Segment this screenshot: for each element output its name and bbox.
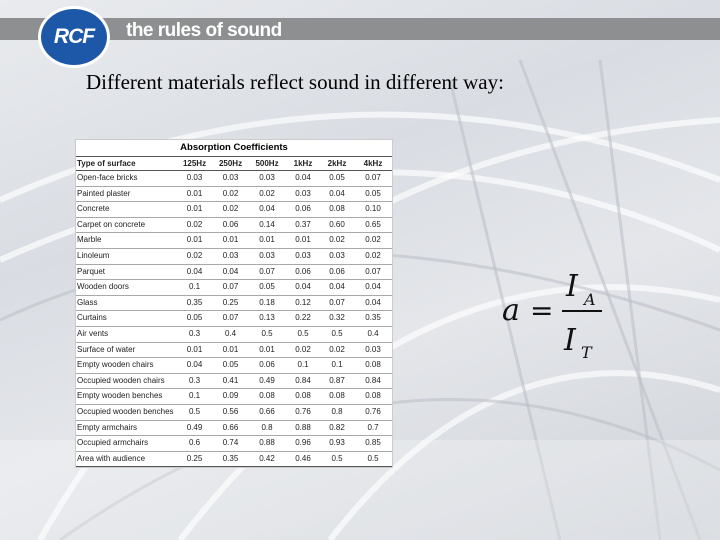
coefficient-cell: 0.41	[213, 373, 248, 389]
coefficient-cell: 0.07	[354, 264, 392, 280]
coefficient-cell: 0.06	[286, 264, 320, 280]
surface-type-cell: Occupied armchairs	[76, 436, 176, 452]
surface-type-cell: Carpet on concrete	[76, 217, 176, 233]
coefficient-cell: 0.04	[286, 171, 320, 187]
coefficient-cell: 0.82	[320, 420, 354, 436]
coefficient-cell: 0.02	[320, 233, 354, 249]
absorption-formula	[500, 262, 610, 366]
surface-type-cell: Marble	[76, 233, 176, 249]
table-header-row	[76, 157, 392, 171]
coefficient-cell: 0.08	[354, 358, 392, 374]
coefficient-cell: 0.02	[213, 186, 248, 202]
coefficient-cell: 0.03	[320, 248, 354, 264]
coefficient-cell: 0.02	[286, 342, 320, 358]
table-caption: Absorption Coefficients	[180, 142, 288, 153]
surface-type-cell: Empty wooden benches	[76, 389, 176, 405]
table-row	[76, 186, 392, 202]
header-4khz: 4kHz	[354, 157, 392, 171]
formula-numerator-sub: A	[584, 290, 596, 309]
coefficient-cell: 0.02	[213, 202, 248, 218]
surface-type-cell: Curtains	[76, 311, 176, 327]
coefficient-cell: 0.84	[354, 373, 392, 389]
coefficient-cell: 0.05	[354, 186, 392, 202]
coefficient-cell: 0.01	[176, 342, 213, 358]
coefficient-cell: 0.04	[176, 358, 213, 374]
coefficient-cell: 0.93	[320, 436, 354, 452]
coefficient-cell: 0.06	[286, 202, 320, 218]
surface-type-cell: Area with audience	[76, 451, 176, 467]
surface-type-cell: Parquet	[76, 264, 176, 280]
coefficient-cell: 0.04	[176, 264, 213, 280]
formula-lhs: a	[502, 293, 520, 328]
coefficient-cell: 0.04	[248, 202, 286, 218]
coefficient-cell: 0.14	[248, 217, 286, 233]
coefficient-cell: 0.85	[354, 436, 392, 452]
formula-denominator: I	[564, 323, 576, 358]
coefficient-cell: 0.96	[286, 436, 320, 452]
logo-text: RCF	[53, 25, 95, 48]
coefficient-cell: 0.02	[354, 233, 392, 249]
coefficient-cell: 0.35	[176, 295, 213, 311]
coefficient-cell: 0.4	[213, 326, 248, 342]
coefficient-cell: 0.66	[213, 420, 248, 436]
surface-type-cell: Wooden doors	[76, 280, 176, 296]
rcf-logo	[38, 6, 110, 68]
table-row	[76, 311, 392, 327]
header-type: Type of surface	[76, 157, 176, 171]
formula-denominator-sub: T	[581, 343, 592, 362]
coefficient-cell: 0.03	[248, 248, 286, 264]
surface-type-cell: Painted plaster	[76, 186, 176, 202]
coefficient-cell: 0.03	[248, 171, 286, 187]
coefficient-cell: 0.07	[213, 280, 248, 296]
header-1khz: 1kHz	[286, 157, 320, 171]
coefficient-cell: 0.1	[176, 280, 213, 296]
surface-type-cell: Linoleum	[76, 248, 176, 264]
coefficient-cell: 0.49	[176, 420, 213, 436]
coefficient-cell: 0.07	[354, 171, 392, 187]
table-row	[76, 389, 392, 405]
coefficient-cell: 0.8	[320, 404, 354, 420]
coefficient-cell: 0.60	[320, 217, 354, 233]
coefficient-cell: 0.1	[176, 389, 213, 405]
coefficient-cell: 0.5	[354, 451, 392, 467]
coefficient-cell: 0.88	[248, 436, 286, 452]
coefficient-cell: 0.01	[213, 342, 248, 358]
coefficient-cell: 0.05	[213, 358, 248, 374]
coefficient-cell: 0.65	[354, 217, 392, 233]
coefficient-cell: 0.08	[286, 389, 320, 405]
coefficient-cell: 0.01	[176, 202, 213, 218]
coefficient-cell: 0.35	[213, 451, 248, 467]
coefficient-cell: 0.76	[354, 404, 392, 420]
table-row	[76, 264, 392, 280]
coefficient-cell: 0.02	[176, 248, 213, 264]
surface-type-cell: Glass	[76, 295, 176, 311]
coefficient-cell: 0.07	[320, 295, 354, 311]
coefficient-cell: 0.03	[213, 248, 248, 264]
table-row	[76, 373, 392, 389]
header-2khz: 2kHz	[320, 157, 354, 171]
coefficient-cell: 0.03	[354, 342, 392, 358]
header-250hz: 250Hz	[213, 157, 248, 171]
coefficient-cell: 0.3	[176, 326, 213, 342]
coefficient-cell: 0.5	[176, 404, 213, 420]
table-row	[76, 326, 392, 342]
coefficient-cell: 0.13	[248, 311, 286, 327]
coefficient-cell: 0.5	[320, 326, 354, 342]
coefficient-cell: 0.05	[320, 171, 354, 187]
absorption-table	[76, 156, 392, 467]
coefficient-cell: 0.18	[248, 295, 286, 311]
coefficient-cell: 0.3	[176, 373, 213, 389]
table-row	[76, 436, 392, 452]
coefficient-cell: 0.87	[320, 373, 354, 389]
formula-numerator: I	[566, 269, 578, 304]
coefficient-cell: 0.04	[286, 280, 320, 296]
header-500hz: 500Hz	[248, 157, 286, 171]
coefficient-cell: 0.07	[213, 311, 248, 327]
table-row	[76, 248, 392, 264]
coefficient-cell: 0.08	[320, 389, 354, 405]
table-row	[76, 217, 392, 233]
coefficient-cell: 0.06	[213, 217, 248, 233]
coefficient-cell: 0.01	[248, 233, 286, 249]
slide-title: Different materials reflect sound in different way:	[86, 70, 504, 94]
coefficient-cell: 0.05	[248, 280, 286, 296]
coefficient-cell: 0.04	[213, 264, 248, 280]
coefficient-cell: 0.6	[176, 436, 213, 452]
coefficient-cell: 0.1	[320, 358, 354, 374]
coefficient-cell: 0.32	[320, 311, 354, 327]
surface-type-cell: Empty wooden chairs	[76, 358, 176, 374]
coefficient-cell: 0.04	[354, 295, 392, 311]
table-row	[76, 404, 392, 420]
coefficient-cell: 0.5	[248, 326, 286, 342]
surface-type-cell: Concrete	[76, 202, 176, 218]
brand-tagline: the rules of sound	[126, 20, 282, 41]
surface-type-cell: Open-face bricks	[76, 171, 176, 187]
absorption-table-image	[76, 140, 392, 467]
table-row	[76, 295, 392, 311]
coefficient-cell: 0.84	[286, 373, 320, 389]
surface-type-cell: Air vents	[76, 326, 176, 342]
surface-type-cell: Occupied wooden chairs	[76, 373, 176, 389]
coefficient-cell: 0.42	[248, 451, 286, 467]
coefficient-cell: 0.09	[213, 389, 248, 405]
table-row	[76, 451, 392, 467]
table-row	[76, 358, 392, 374]
coefficient-cell: 0.46	[286, 451, 320, 467]
coefficient-cell: 0.01	[176, 233, 213, 249]
coefficient-cell: 0.22	[286, 311, 320, 327]
coefficient-cell: 0.25	[176, 451, 213, 467]
coefficient-cell: 0.06	[248, 358, 286, 374]
coefficient-cell: 0.66	[248, 404, 286, 420]
formula-equals: =	[530, 294, 554, 327]
coefficient-cell: 0.88	[286, 420, 320, 436]
coefficient-cell: 0.01	[248, 342, 286, 358]
coefficient-cell: 0.10	[354, 202, 392, 218]
coefficient-cell: 0.06	[320, 264, 354, 280]
header-125hz: 125Hz	[176, 157, 213, 171]
coefficient-cell: 0.01	[176, 186, 213, 202]
coefficient-cell: 0.76	[286, 404, 320, 420]
coefficient-cell: 0.08	[354, 389, 392, 405]
coefficient-cell: 0.03	[286, 248, 320, 264]
coefficient-cell: 0.03	[213, 171, 248, 187]
coefficient-cell: 0.5	[286, 326, 320, 342]
coefficient-cell: 0.07	[248, 264, 286, 280]
surface-type-cell: Occupied wooden benches	[76, 404, 176, 420]
coefficient-cell: 0.02	[248, 186, 286, 202]
table-row	[76, 280, 392, 296]
coefficient-cell: 0.35	[354, 311, 392, 327]
coefficient-cell: 0.74	[213, 436, 248, 452]
surface-type-cell: Surface of water	[76, 342, 176, 358]
coefficient-cell: 0.05	[176, 311, 213, 327]
coefficient-cell: 0.56	[213, 404, 248, 420]
coefficient-cell: 0.08	[248, 389, 286, 405]
coefficient-cell: 0.03	[286, 186, 320, 202]
surface-type-cell: Empty armchairs	[76, 420, 176, 436]
coefficient-cell: 0.7	[354, 420, 392, 436]
coefficient-cell: 0.8	[248, 420, 286, 436]
coefficient-cell: 0.04	[320, 280, 354, 296]
coefficient-cell: 0.01	[286, 233, 320, 249]
coefficient-cell: 0.01	[213, 233, 248, 249]
table-row	[76, 342, 392, 358]
coefficient-cell: 0.02	[176, 217, 213, 233]
coefficient-cell: 0.04	[320, 186, 354, 202]
coefficient-cell: 0.12	[286, 295, 320, 311]
table-row	[76, 420, 392, 436]
table-row	[76, 171, 392, 187]
coefficient-cell: 0.49	[248, 373, 286, 389]
coefficient-cell: 0.02	[354, 248, 392, 264]
table-row	[76, 202, 392, 218]
coefficient-cell: 0.08	[320, 202, 354, 218]
coefficient-cell: 0.25	[213, 295, 248, 311]
coefficient-cell: 0.1	[286, 358, 320, 374]
coefficient-cell: 0.37	[286, 217, 320, 233]
coefficient-cell: 0.4	[354, 326, 392, 342]
coefficient-cell: 0.5	[320, 451, 354, 467]
coefficient-cell: 0.03	[176, 171, 213, 187]
coefficient-cell: 0.04	[354, 280, 392, 296]
table-row	[76, 233, 392, 249]
coefficient-cell: 0.02	[320, 342, 354, 358]
